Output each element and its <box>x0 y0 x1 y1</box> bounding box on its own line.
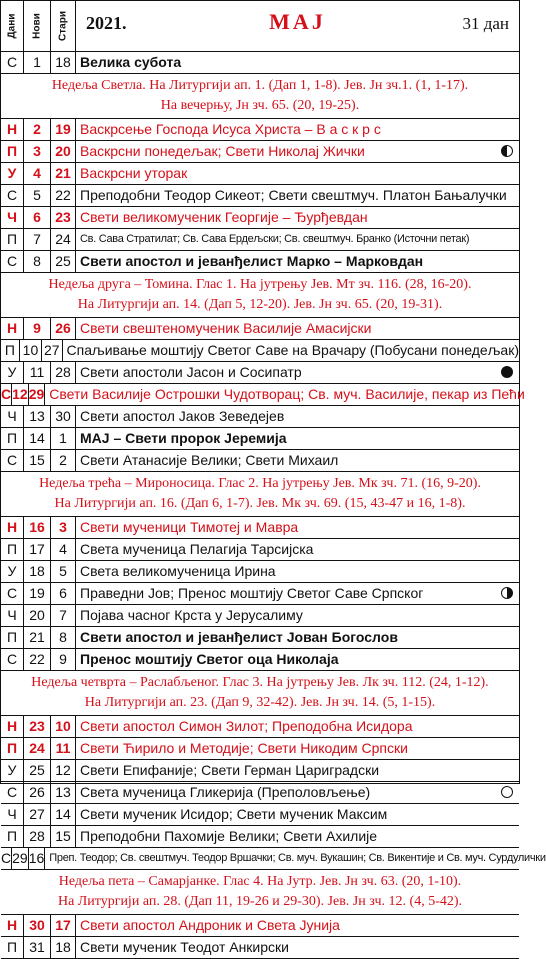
day-of-week: П <box>1 826 24 847</box>
feast-text: Свети апостол Симон Зилот; Преподобна Исидора <box>80 718 413 734</box>
new-date: 14 <box>24 428 51 449</box>
new-date: 11 <box>24 362 51 383</box>
new-date: 24 <box>24 738 51 759</box>
day-of-week: Ч <box>1 804 24 825</box>
feast-text: Спаљивање моштију Светог Саве на Врачару (Побусани понедељак) <box>66 342 519 358</box>
week-reading-band <box>1 671 519 716</box>
day-of-week: С <box>1 251 24 272</box>
feast-text: Васкрсење Господа Исуса Христа – В а с к р с <box>80 121 381 137</box>
feast-text: Васкрсни понедељак; Свети Николај Жички <box>80 143 365 159</box>
day-row <box>1 848 546 870</box>
new-date: 30 <box>24 915 51 936</box>
day-of-week: Ч <box>1 207 24 228</box>
feast-text: Света мученица Пелагија Тарсијска <box>80 541 314 557</box>
day-of-week: Ч <box>1 605 24 626</box>
new-date: 8 <box>24 251 51 272</box>
day-of-week: П <box>1 340 20 361</box>
feast-text: Васкрсни уторак <box>80 165 188 181</box>
day-row <box>1 605 519 627</box>
old-date: 22 <box>51 185 76 206</box>
old-date: 20 <box>51 141 76 162</box>
day-row <box>1 406 519 428</box>
day-row <box>1 716 519 738</box>
moon-phase-last-icon <box>501 145 513 157</box>
day-of-week: П <box>1 539 24 560</box>
new-date: 19 <box>24 583 51 604</box>
old-date: 7 <box>51 605 76 626</box>
old-date: 21 <box>51 163 76 184</box>
day-row <box>1 318 519 340</box>
day-of-week: У <box>1 362 24 383</box>
days-count: 31 дан <box>462 14 509 33</box>
day-of-week: С <box>1 848 12 869</box>
feast-text: Појава часног Крста у Јерусалиму <box>80 607 303 623</box>
day-of-week: С <box>1 782 24 803</box>
feast-text: Свети апостол и јеванђелист Марко – Марковдан <box>80 253 424 269</box>
old-date: 2 <box>51 450 76 471</box>
old-date: 16 <box>29 848 46 869</box>
week-reading-band <box>1 74 519 119</box>
day-of-week: С <box>1 583 24 604</box>
new-date: 7 <box>24 229 51 250</box>
day-row <box>1 251 519 273</box>
old-date: 8 <box>51 627 76 648</box>
feast-text: Велика субота <box>80 54 182 70</box>
old-date: 23 <box>51 207 76 228</box>
old-date: 29 <box>29 384 46 405</box>
old-date: 3 <box>51 517 76 538</box>
day-of-week: Н <box>1 915 24 936</box>
day-of-week: С <box>1 52 24 73</box>
day-row <box>1 583 519 605</box>
day-row <box>1 804 519 826</box>
day-of-week: П <box>1 937 24 958</box>
day-of-week: Н <box>1 716 24 737</box>
old-date: 18 <box>51 937 76 958</box>
day-row <box>1 229 519 251</box>
reading-line: На Литургији ап. 28. (Дап 11, 19-26 и 29-30). Јев. Јн зч. 12. (4, 5-42). <box>57 894 463 909</box>
day-row <box>1 428 519 450</box>
day-row <box>1 141 519 163</box>
old-date: 11 <box>51 738 76 759</box>
old-date: 26 <box>51 318 76 339</box>
day-row <box>1 384 525 406</box>
feast-text: МАЈ – Свети пророк Јеремија <box>80 430 287 446</box>
new-date: 20 <box>24 605 51 626</box>
old-date: 15 <box>51 826 76 847</box>
new-date: 13 <box>24 406 51 427</box>
day-of-week: С <box>1 185 24 206</box>
calendar-header <box>1 1 519 52</box>
new-date: 23 <box>24 716 51 737</box>
feast-text: Свети Василије Острошки Чудотворац; Св. муч. Василије, пекар из Пећи <box>49 386 525 402</box>
reading-line: Недеља пета – Самарјанке. Глас 4. На Јутр. Јев. Јн зч. 63. (20, 1-10). <box>58 874 462 889</box>
day-of-week: Н <box>1 119 24 140</box>
feast-text: Преп. Теодор; Св. свештмуч. Теодор Вршачки; Св. муч. Вукашин; Св. Викентије и Св. муч. Сурдулички <box>49 852 546 864</box>
new-date: 21 <box>24 627 51 648</box>
old-date: 14 <box>51 804 76 825</box>
header-col-days: Дани <box>1 1 24 51</box>
old-date: 9 <box>51 649 76 670</box>
day-row <box>1 119 519 141</box>
day-row <box>1 937 519 959</box>
feast-text: Пренос моштију Светог оца Николаја <box>80 651 339 667</box>
feast-text: Свети апостоли Јасон и Сосипатр <box>80 364 302 380</box>
reading-line: На вечерњу, Јн зч. 65. (20, 19-25). <box>160 98 360 113</box>
day-of-week: П <box>1 738 24 759</box>
day-of-week: П <box>1 428 24 449</box>
feast-text: Св. Сава Стратилат; Св. Сава Ердељски; Св. свештмуч. Бранко (Источни петак) <box>80 233 470 245</box>
old-date: 28 <box>51 362 76 383</box>
reading-line: На Литургији ап. 14. (Дап 5, 12-20). Јев. Јн зч. 65. (20, 19-31). <box>77 297 443 312</box>
reading-line: На Литургији ап. 23. (Дап 9, 32-42). Јев. Јн зч. 14. (5, 1-15). <box>84 695 436 710</box>
new-date: 25 <box>24 760 51 781</box>
feast-text: Свети Атанасије Велики; Свети Михаил <box>80 452 339 468</box>
new-date: 16 <box>24 517 51 538</box>
reading-line: На Литургији ап. 16. (Дап 6, 1-7). Јев. Мк зч. 69. (15, 43-47 и 16, 1-8). <box>54 496 466 511</box>
reading-line: Недеља друга – Томина. Глас 1. На јутрењу Јев. Мт зч. 116. (28, 16-20). <box>48 277 472 292</box>
new-date: 12 <box>12 384 29 405</box>
new-date: 15 <box>24 450 51 471</box>
moon-phase-new-icon <box>501 366 513 378</box>
day-row <box>1 340 519 362</box>
day-of-week: У <box>1 163 24 184</box>
day-of-week: П <box>1 229 24 250</box>
feast-text: Света великомученица Ирина <box>80 563 276 579</box>
new-date: 4 <box>24 163 51 184</box>
day-row <box>1 517 519 539</box>
week-reading-band <box>1 870 519 915</box>
day-row <box>1 627 519 649</box>
new-date: 3 <box>24 141 51 162</box>
old-date: 24 <box>51 229 76 250</box>
new-date: 26 <box>24 782 51 803</box>
day-row <box>1 826 519 848</box>
feast-text: Свети апостол Јаков Зеведејев <box>80 408 285 424</box>
day-row <box>1 362 519 384</box>
new-date: 5 <box>24 185 51 206</box>
feast-text: Свети Ћирило и Методије; Свети Никодим Српски <box>80 740 408 756</box>
day-row <box>1 207 519 229</box>
new-date: 22 <box>24 649 51 670</box>
feast-text: Свети великомученик Георгије – Ђурђевдан <box>80 209 368 225</box>
new-date: 18 <box>24 561 51 582</box>
feast-text: Свети апостол Андроник и Света Јунија <box>80 917 340 933</box>
header-main <box>76 1 519 51</box>
day-of-week: С <box>1 649 24 670</box>
old-date: 10 <box>51 716 76 737</box>
weeks-container <box>1 74 546 959</box>
new-date: 6 <box>24 207 51 228</box>
reading-line: Недеља Светла. На Литургији ап. 1. (Дап 1, 1-8). Јев. Јн зч.1. (1, 1-17). <box>51 78 469 93</box>
feast-text: Свети Епифаније; Свети Герман Цариградски <box>80 762 380 778</box>
day-of-week: С <box>1 384 12 405</box>
day-row <box>1 760 519 782</box>
new-date: 29 <box>12 848 29 869</box>
day-row <box>1 649 519 671</box>
moon-phase-full-icon <box>501 786 513 798</box>
header-col-old: Стари <box>51 1 76 51</box>
new-date: 1 <box>24 52 51 73</box>
day-row <box>1 163 519 185</box>
month-title: МАЈ <box>269 9 326 34</box>
old-date: 19 <box>51 119 76 140</box>
old-date: 1 <box>51 428 76 449</box>
header-col-new: Нови <box>24 1 51 51</box>
new-date: 27 <box>24 804 51 825</box>
day-row <box>1 738 519 760</box>
day-of-week: С <box>1 450 24 471</box>
day-of-week: Ч <box>1 406 24 427</box>
reading-line: Недеља четврта – Раслабљеног. Глас 3. На јутрењу Јев. Лк зч. 112. (24, 1-12). <box>31 675 489 690</box>
old-date: 5 <box>51 561 76 582</box>
day-of-week: У <box>1 561 24 582</box>
feast-text: Праведни Јов; Пренос моштију Светог Саве Српског <box>80 585 424 601</box>
old-date: 13 <box>51 782 76 803</box>
feast-text: Света мученица Гликерија (Преполовљење) <box>80 784 371 800</box>
old-date: 4 <box>51 539 76 560</box>
day-row <box>1 782 519 804</box>
year: 2021. <box>86 13 127 33</box>
feast-text: Преподобни Теодор Сикеот; Свети свештмуч. Платон Бањалучки <box>80 187 507 203</box>
old-date: 17 <box>51 915 76 936</box>
new-date: 17 <box>24 539 51 560</box>
day-row <box>1 561 519 583</box>
old-date: 18 <box>51 52 76 73</box>
day-of-week: У <box>1 760 24 781</box>
moon-phase-first-icon <box>501 587 513 599</box>
feast-text: Свети апостол и јеванђелист Јован Богослов <box>80 629 398 645</box>
old-date: 30 <box>51 406 76 427</box>
day-row <box>1 915 519 937</box>
old-date: 12 <box>51 760 76 781</box>
new-date: 31 <box>24 937 51 958</box>
feast-text: Свети свештеномученик Василије Амасијски <box>80 320 372 336</box>
feast-text: Свети мученици Тимотеј и Мавра <box>80 519 299 535</box>
feast-text: Преподобни Пахомије Велики; Свети Ахилије <box>80 828 378 844</box>
day-of-week: П <box>1 141 24 162</box>
old-date: 27 <box>42 340 63 361</box>
new-date: 9 <box>24 318 51 339</box>
day-row <box>1 185 519 207</box>
week-reading-band <box>1 273 519 318</box>
day-of-week: П <box>1 627 24 648</box>
week-reading-band <box>1 472 519 517</box>
old-date: 25 <box>51 251 76 272</box>
day-row <box>1 52 519 74</box>
day-row <box>1 539 519 561</box>
new-date: 10 <box>20 340 42 361</box>
new-date: 2 <box>24 119 51 140</box>
day-of-week: Н <box>1 318 24 339</box>
feast-text: Свети мученик Исидор; Свети мученик Максим <box>80 806 388 822</box>
day-of-week: Н <box>1 517 24 538</box>
new-date: 28 <box>24 826 51 847</box>
reading-line: Недеља трећа – Мироносица. Глас 2. На јутрењу Јев. Мк зч. 71. (16, 9-20). <box>39 476 481 491</box>
old-date: 6 <box>51 583 76 604</box>
day-row <box>1 450 519 472</box>
feast-text: Свети мученик Теодот Анкирски <box>80 939 289 955</box>
